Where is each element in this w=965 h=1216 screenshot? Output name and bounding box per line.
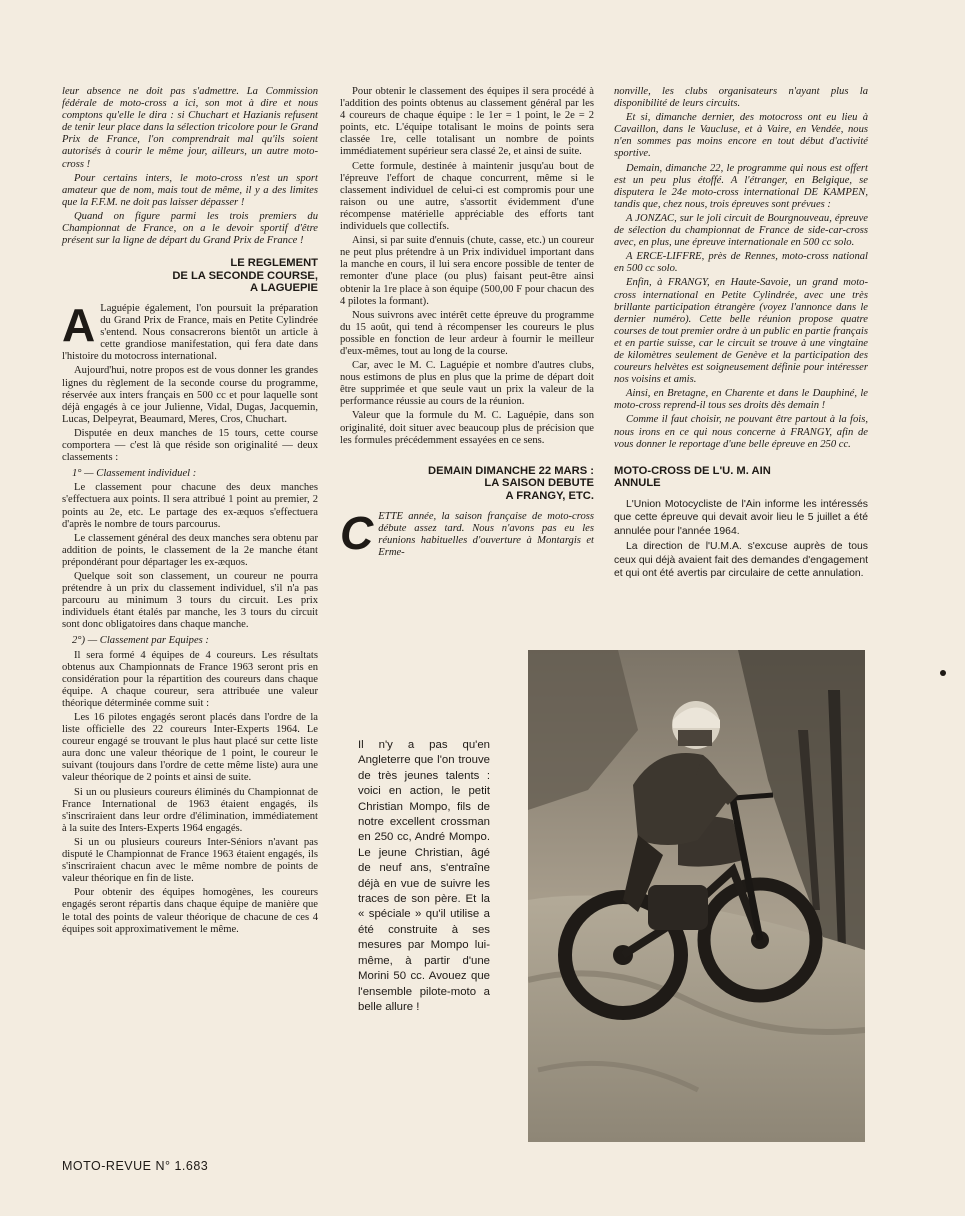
paragraph: Pour obtenir des équipes homogènes, les coureurs engagés seront répartis dans chaque équipe de manière que le total des points de valeur théorique de chacune de ces 4 équipes soit approximativement le même. — [62, 887, 318, 935]
paragraph: A JONZAC, sur le joli circuit de Bourgnouveau, épreuve de sélection du championnat de France de side-car-cross avec, en plus, une épreuve internationale en 500 cc solo. — [614, 212, 868, 249]
column-1 — [62, 86, 318, 938]
paragraph: Quelque soit son classement, un coureur ne pourra prétendre à un prix du classement individuel, s'il n'a pas parcouru au minimum 3 tours du circuit. Les prix individuels étant étalés par manche, les 3 tours du circuit sont donc obligatoires dans chaque manche. — [62, 570, 318, 631]
issue-footer: MOTO-REVUE N° 1.683 — [62, 1159, 209, 1173]
paragraph: Les 16 pilotes engagés seront placés dans l'ordre de la liste officielle des 22 coureurs Inter-Experts 1964. Le coureur engagé se trouvant le plus haut placé sur cette liste aura donc une valeur théorique de 1 point, le coureur le suivant (toujours dans l'ordre de cette même liste) aura une valeur théorique de 2 points et ainsi de suite. — [62, 712, 318, 784]
col3-notice — [614, 498, 868, 580]
paragraph: Si un ou plusieurs coureurs éliminés du Championnat de France International de 1963 étaient engagés, ils s'inscriraient dans leur ordre d'élimination, immédiatement à la suite des Inters-Experts 1964 engagés. — [62, 786, 318, 834]
paragraph: L'Union Motocycliste de l'Ain informe les intéressés que cette épreuve qui devait avoir lieu le 5 juillet a été annulée pour l'année 1964. — [614, 498, 868, 537]
dropcap: C — [340, 506, 374, 559]
paragraph: Et si, dimanche dernier, des motocross ont eu lieu à Cavaillon, dans le Vaucluse, et à Vaire, en Vendée, nous n'en sommes pas moins encore en tout début d'activité sportive. — [614, 112, 868, 160]
dropcap: A — [62, 299, 96, 351]
paragraph: A ERCE-LIFFRE, près de Rennes, moto-cross national en 500 cc solo. — [614, 251, 868, 275]
paragraph: Il sera formé 4 équipes de 4 coureurs. Les résultats obtenus aux Championnats de France 1963 seront pris en considération pour la répartition des coureurs dans chaque équipe. A chaque coureur, sera attribuée une valeur théorique déterminée comme suit : — [62, 649, 318, 709]
paragraph: Nous suivrons avec intérêt cette épreuve du programme du 15 août, qui tend à récompenser les coureurs le plus possible en fonction de leur ardeur à fournir le meilleur d'eux-mêmes, tout au long de la course. — [340, 309, 594, 357]
column-2 — [340, 86, 594, 561]
paragraph: Ainsi, si par suite d'ennuis (chute, casse, etc.) un coureur ne peut plus prétendre à un Prix individuel important dans la manche en cours, il lui sera encore possible de tenter de remonter d'une place (ou plus) faisant peut-être ainsi obtenir la 1re place à son équipe (500,00 F pour chacun des 4 pilotes la formant). — [340, 235, 594, 307]
paragraph: CETTE année, la saison française de moto-cross débute assez tard. Nous n'avons pas eu les réunions habituelles d'ouverture à Montargis et Erme- — [340, 506, 594, 559]
subheading: 1° — Classement individuel : — [72, 468, 197, 480]
paragraph: Disputée en deux manches de 15 tours, cette course comportera — c'est là que réside son originalité — deux classements : — [62, 427, 318, 464]
paragraph: Le classement général des deux manches sera obtenu par addition de points, le classement de la 2e manche étant prépondérant pour départager les ex-æquos. — [62, 532, 318, 568]
column-3 — [614, 86, 868, 582]
paragraph: Valeur que la formule du M. C. Laguépie, dans son originalité, doit situer avec beaucoup plus de précision que les formules précédemment essayées en ce sens. — [340, 410, 594, 446]
col1-intro — [62, 86, 318, 247]
photo-caption: Il n'y a pas qu'en Angleterre que l'on trouve de très jeunes talents : voici en action, le petit Christian Mompo, fils de notre excellent crossman en 250 cc, André Mompo. Le jeune Christian, âgé de neuf ans, s'entraîne déjà en vue de suivre les traces de son père. Et la « spéciale » qu'il utilise a été construite à ses mesures par Mompo lui-même, à partir d'une Morini 50 cc. Avouez que l'ensemble pilote-moto a belle allure ! — [358, 739, 490, 1013]
paragraph: Pour obtenir le classement des équipes il sera procédé à l'addition des points obtenus au classement général par les 4 coureurs de chaque équipe : le 1er = 1 point, le 2e = 2 points, etc. L'équipe totalisant le moins de points sera classée 1re, celle totalisant un nombre de points immédiatement supérieur sera classé 2e, et ainsi de suite. — [340, 86, 594, 158]
motocross-photo — [528, 650, 865, 1142]
photo-image — [528, 650, 865, 1142]
paragraph: Le classement pour chacune des deux manches s'effectuera aux points. Il sera attribué 1 point au premier, 2 points au 2e, etc. Le partage des ex-æquos s'effectuera d'après le nombre de tours parcourus. — [62, 482, 318, 530]
paragraph: Comme il faut choisir, ne pouvant être partout à la fois, nous irons en ce qui nous concerne à FRANGY, afin de vous donner le reportage d'une belle épreuve en 250 cc. — [614, 414, 868, 450]
paragraph: Car, avec le M. C. Laguépie et nombre d'autres clubs, nous estimons de plus en plus que la prime de départ doit être supprimée et que seule vaut un prix la valeur de la performance réussie au cours de la réunion. — [340, 360, 594, 408]
paragraph: La direction de l'U.M.A. s'excuse auprès de tous ceux qui déjà avaient fait des demandes d'engagement et qui ont été avertis par circulaire de cette annulation. — [614, 541, 868, 579]
print-mark — [940, 670, 946, 676]
section-heading-reglement: LE REGLEMENT DE LA SECONDE COURSE, A LAGUEPIE — [172, 257, 318, 295]
paragraph: Ainsi, en Bretagne, en Charente et dans le Dauphiné, le moto-cross reprend-il tous ses droits dès demain ! — [614, 388, 868, 412]
col3-article — [614, 86, 868, 451]
subheading: 2°) — Classement par Equipes : — [72, 635, 209, 647]
paragraph: Pour certains inters, le moto-cross n'est un sport amateur que de nom, mais tout de même, il y a des limites que la F.F.M. ne doit pas laisser dépasser ! — [62, 172, 318, 208]
paragraph: A Laguépie également, l'on poursuit la préparation du Grand Prix de France, mais en Petite Cylindrée s'entend. Nous consacrerons bientôt un article à cette grandiose manifestation, qui fera date dans l'histoire du motocross international. — [62, 299, 318, 363]
paragraph: Quand on figure parmi les trois premiers du Championnat de France, on a le devoir sportif d'être présent sur la ligne de départ du Grand Prix de France ! — [62, 210, 318, 247]
paragraph: leur absence ne doit pas s'admettre. La Commission fédérale de moto-cross a ici, son mot à dire et nous comptons qu'elle le dira : si Chuchart et Hazianis refusent de tenir leur place dans la sélection tricolore pour le Grand Prix de France, l'on comprendrait mal qu'ils soient autorisés à courir le même jour, ailleurs, un autre moto-cross ! — [62, 86, 318, 170]
section-heading-frangy: DEMAIN DIMANCHE 22 MARS : LA SAISON DEBUTE A FRANGY, ETC. — [428, 464, 594, 502]
paragraph: Demain, dimanche 22, le programme qui nous est offert est un peu plus étoffé. A l'étranger, en Belgique, se disputera le 24e moto-cross international DE KAMPEN, tandis que, chez nous, trois épreuves sont prévues : — [614, 162, 868, 210]
section-heading-uma: MOTO-CROSS DE L'U. M. AIN ANNULE — [614, 464, 771, 490]
paragraph: nonville, les clubs organisateurs n'ayant plus la disponibilité de leurs circuits. — [614, 86, 868, 110]
paragraph: Cette formule, destinée à maintenir jusqu'au bout de l'épreuve l'effort de chaque concurrent, même si le classement individuel de celui-ci est compromis pour une raison ou une autre, s'assortit évidemment d'une récompense matérielle appréciable des efforts tant individuels que collectifs. — [340, 160, 594, 233]
paragraph: Si un ou plusieurs coureurs Inter-Séniors n'avant pas disputé le Championnat de France 1963 étaient engagés, ils s'inscriraient chacun avec le même nombre de points de valeur théorique en fin de liste. — [62, 836, 318, 885]
paragraph: Aujourd'hui, notre propos est de vous donner les grandes lignes du règlement de la seconde course du programme, réservée aux inters français en 500 cc et pour laquelle sont déjà engagés à ce jour Julienne, Vidal, Dugas, Jacquemin, Lucas, Delpeyrat, Beaumard, Meres, Cros, Chuchart. — [62, 365, 318, 425]
paragraph: Enfin, à FRANGY, en Haute-Savoie, un grand moto-cross international en Petite Cylindrée, avec une très brillante participation étrangère (voyez l'annonce dans le dernier numéro). Cette belle réunion propose quatre courses de tout premier ordre à un public en partie français et en partie suisse, car le circuit se trouve à une vingtaine de kilomètres seulement de Genève et la participation des coureurs helvètes est soigneusement définie pour intéresser nos voisins et amis. — [614, 277, 868, 386]
